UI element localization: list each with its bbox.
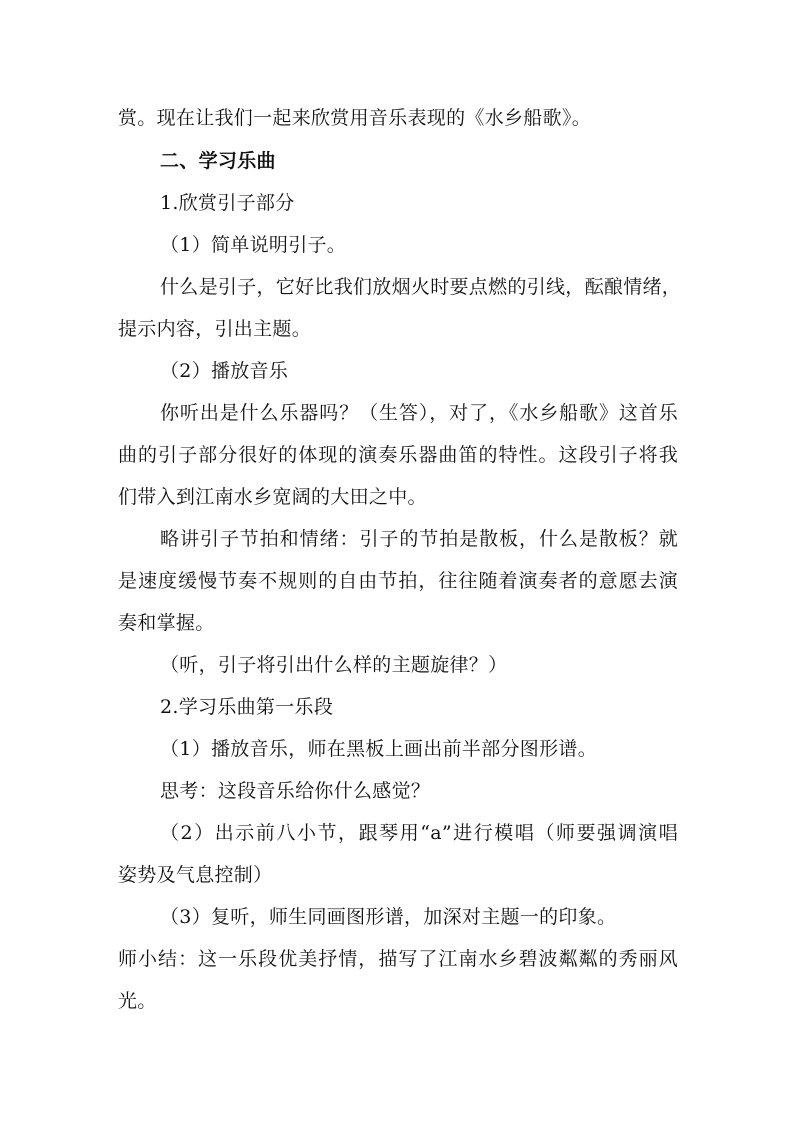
- list-item: （2）出示前八小节，跟琴用“a”进行模唱（师要强调演唱: [160, 822, 678, 844]
- list-item: （1）简单说明引子。: [160, 234, 347, 256]
- paragraph-line: 曲的引子部分很好的体现的演奏乐器曲笛的特性。这段引子将我: [118, 444, 678, 466]
- paragraph-line: 什么是引子，它好比我们放烟火时要点燃的引线，酝酿情绪，: [160, 276, 682, 298]
- paragraph-line: 略讲引子节拍和情绪：引子的节拍是散板，什么是散板？就: [160, 528, 678, 550]
- paragraph-line: 赏。现在让我们一起来欣赏用音乐表现的《水乡船歌》。: [118, 107, 592, 129]
- section-heading: 二、学习乐曲: [160, 150, 276, 172]
- list-item: （3）复听，师生同画图形谱，加深对主题一的印象。: [160, 906, 617, 928]
- paragraph-line: 是速度缓慢节奏不规则的自由节拍，往往随着演奏者的意愿去演: [118, 570, 678, 592]
- list-item: （2）播放音乐: [160, 360, 289, 382]
- subsection-heading: 2.学习乐曲第一乐段: [160, 696, 334, 718]
- paragraph-line: 奏和掌握。: [118, 612, 215, 634]
- paragraph-line: 提示内容，引出主题。: [118, 318, 312, 340]
- paragraph-line: 姿势及气息控制）: [118, 864, 273, 886]
- paragraph-line: 师小结：这一乐段优美抒情，描写了江南水乡碧波粼粼的秀丽风: [118, 948, 678, 970]
- paragraph-line: 你听出是什么乐器吗？（生答），对了，《水乡船歌》这首乐: [160, 402, 678, 424]
- paragraph-line: 思考：这段音乐给你什么感觉？: [160, 780, 431, 802]
- list-item: （1）播放音乐，师在黑板上画出前半部分图形谱。: [160, 738, 597, 760]
- paragraph-line: （听，引子将引出什么样的主题旋律？）: [160, 654, 508, 676]
- paragraph-line: 们带入到江南水乡宽阔的大田之中。: [118, 486, 427, 508]
- subsection-heading: 1.欣赏引子部分: [160, 192, 295, 214]
- paragraph-line: 光。: [118, 990, 157, 1012]
